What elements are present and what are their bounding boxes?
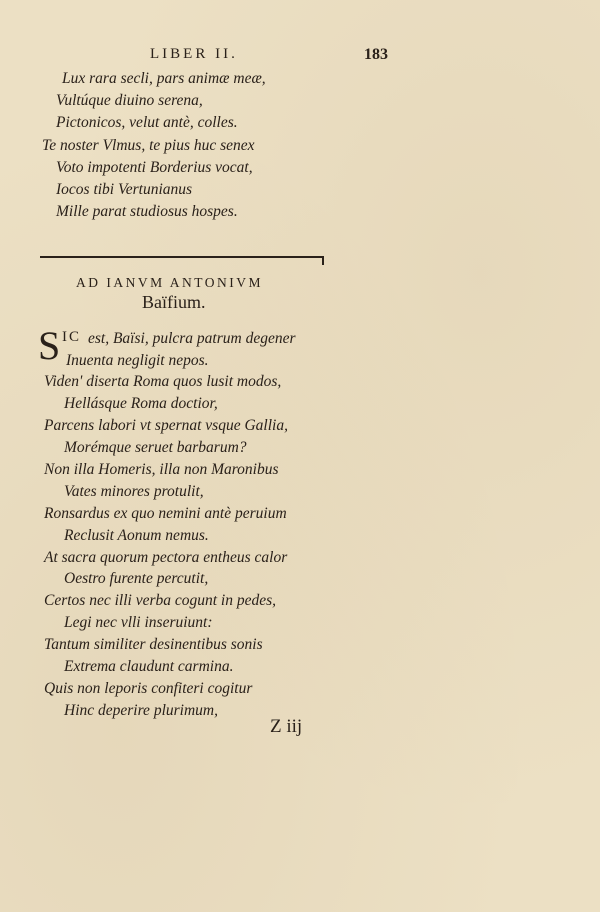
verse-line: Inuenta negligit nepos. bbox=[66, 352, 209, 369]
poem-subheading: Baïfium. bbox=[142, 292, 206, 312]
running-head: LIBER II. bbox=[150, 46, 238, 62]
first-word: IC bbox=[62, 329, 81, 345]
verse-line: Morémque seruet barbarum? bbox=[64, 439, 247, 456]
verse-line: Parcens labori vt spernat vsque Gallia, bbox=[44, 417, 288, 434]
verse-line: Viden' diserta Roma quos lusit modos, bbox=[44, 373, 282, 390]
verse-line: At sacra quorum pectora entheus calor bbox=[44, 549, 288, 566]
verse-line: Hellásque Roma doctior, bbox=[64, 395, 218, 412]
verse-line: Ronsardus ex quo nemini antè peruium bbox=[44, 505, 287, 522]
section-rule-hook bbox=[322, 256, 324, 265]
verse-line: Non illa Homeris, illa non Maronibus bbox=[44, 461, 279, 478]
verse-line: Oestro furente percutit, bbox=[64, 570, 209, 587]
verse-line: Mille parat studiosus hospes. bbox=[56, 203, 238, 220]
verse-line: Certos nec illi verba cogunt in pedes, bbox=[44, 592, 277, 609]
section-rule bbox=[40, 256, 324, 258]
signature-mark: Z iij bbox=[270, 716, 303, 737]
verse-line: Lux rara secli, pars animæ meæ, bbox=[62, 70, 266, 87]
verse-line: Quis non leporis confiteri cogitur bbox=[44, 680, 253, 697]
verse-line: Tantum similiter desinentibus sonis bbox=[44, 636, 263, 653]
verse-line: Vultúque diuino serena, bbox=[56, 92, 203, 109]
verse-line: Iocos tibi Vertunianus bbox=[56, 181, 193, 198]
verse-line: Pictonicos, velut antè, colles. bbox=[56, 114, 238, 131]
verse-line: Reclusit Aonum nemus. bbox=[64, 527, 209, 544]
verse-line: Te noster Vlmus, te pius huc senex bbox=[42, 137, 255, 154]
verse-line: Hinc deperire plurimum, bbox=[64, 702, 218, 719]
verse-line: est, Baïsi, pulcra patrum degener bbox=[88, 330, 296, 347]
verse-line: Extrema claudunt carmina. bbox=[64, 658, 234, 675]
verse-line: Legi nec vlli inseruiunt: bbox=[64, 614, 213, 631]
page-number: 183 bbox=[364, 46, 388, 63]
verse-line: Vates minores protulit, bbox=[64, 483, 204, 500]
poem-heading: AD IANVM ANTONIVM bbox=[76, 275, 263, 290]
verse-line: Voto impotenti Borderius vocat, bbox=[56, 159, 253, 176]
drop-cap: S bbox=[38, 323, 61, 368]
